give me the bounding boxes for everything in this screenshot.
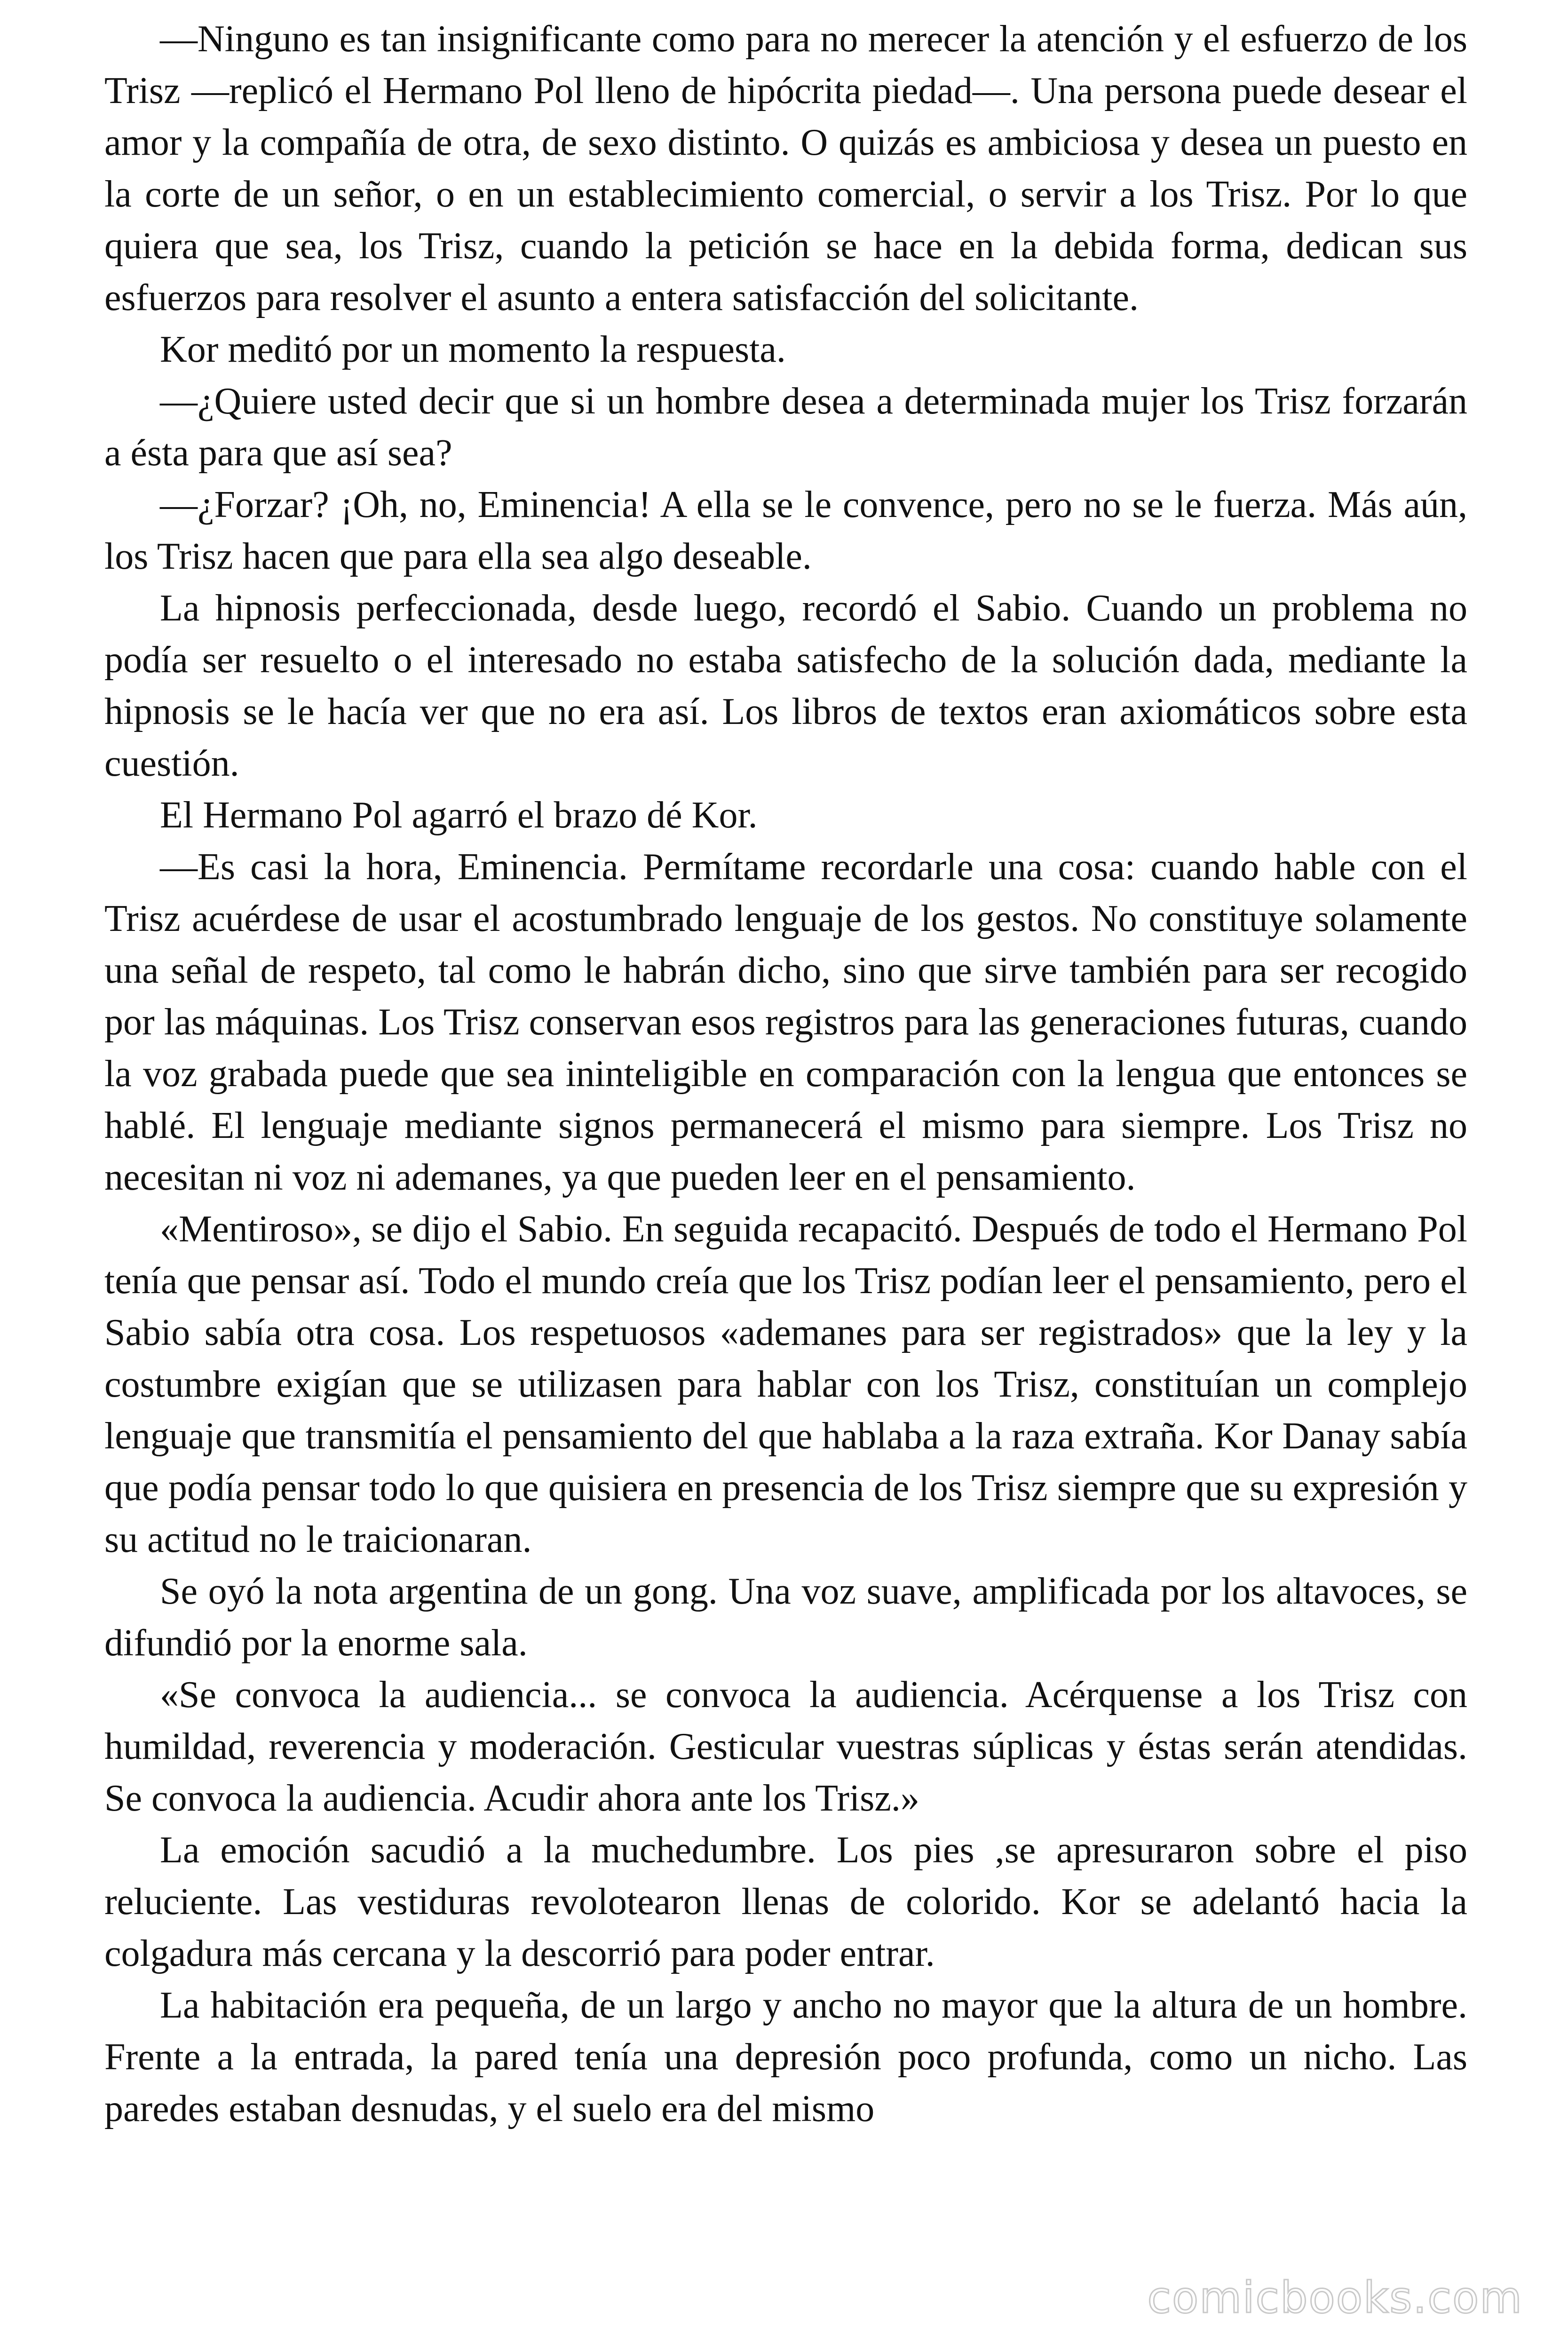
paragraph: —Es casi la hora, Eminencia. Permítame recordarle una cosa: cuando hable con el Trisz acuérdese de usar el acostumbrado lenguaje de los gestos. No constituye solamente una señal de respeto, tal como le habrán dicho, sino que sirve también para ser recogido por las máquinas. Los Trisz conservan esos registros para las generaciones futuras, cuando la voz grabada puede que sea ininteligible en comparación con la lengua que entonces se hablé. El lenguaje mediante signos permanecerá el mismo para siempre. Los Trisz no necesitan ni voz ni ademanes, ya que pueden leer en el pensamiento. (104, 846, 1467, 1198)
watermark: comicbooks.com (1147, 2273, 1523, 2323)
paragraph: El Hermano Pol agarró el brazo dé Kor. (160, 795, 758, 836)
paragraph: «Se convoca la audiencia... se convoca la audiencia. Acérquense a los Trisz con humildad, reverencia y moderación. Gesticular vuestras súplicas y éstas serán atendidas. Se convoca la audiencia. Acudir ahora ante los Trisz.» (104, 1674, 1467, 1819)
paragraph: La emoción sacudió a la muchedumbre. Los pies ,se apresuraron sobre el piso reluciente. Las vestiduras revolotearon llenas de colorido. Kor se adelantó hacia la colgadura más cercana y la descorrió para poder entrar. (104, 1829, 1467, 1974)
paragraph: —¿Quiere usted decir que si un hombre desea a determinada mujer los Trisz forzarán a ésta para que así sea? (104, 381, 1467, 474)
paragraph: —¿Forzar? ¡Oh, no, Eminencia! A ella se le convence, pero no se le fuerza. Más aún, los Trisz hacen que para ella sea algo deseable. (104, 484, 1467, 577)
paragraph: La hipnosis perfeccionada, desde luego, recordó el Sabio. Cuando un problema no podía ser resuelto o el interesado no estaba satisfecho de la solución dada, mediante la hipnosis se le hacía ver que no era así. Los libros de textos eran axiomáticos sobre esta cuestión. (104, 588, 1467, 784)
paragraph: «Mentiroso», se dijo el Sabio. En seguida recapacitó. Después de todo el Hermano Pol tenía que pensar así. Todo el mundo creía que los Trisz podían leer el pensamiento, pero el Sabio sabía otra cosa. Los respetuosos «ademanes para ser registrados» que la ley y la costumbre exigían que se utilizasen para hablar con los Trisz, constituían un complejo lenguaje que transmitía el pensamiento del que hablaba a la raza extraña. Kor Danay sabía que podía pensar todo lo que quisiera en presencia de los Trisz siempre que su expresión y su actitud no le traicionaran. (104, 1208, 1467, 1560)
book-page-text (104, 13, 1467, 2135)
paragraph: Se oyó la nota argentina de un gong. Una voz suave, amplificada por los altavoces, se difundió por la enorme sala. (104, 1571, 1467, 1664)
paragraph: —Ninguno es tan insignificante como para no merecer la atención y el esfuerzo de los Trisz —replicó el Hermano Pol lleno de hipócrita piedad—. Una persona puede desear el amor y la compañía de otra, de sexo distinto. O quizás es ambiciosa y desea un puesto en la corte de un señor, o en un establecimiento comercial, o servir a los Trisz. Por lo que quiera que sea, los Trisz, cuando la petición se hace en la debida forma, dedican sus esfuerzos para resolver el asunto a entera satisfacción del solicitante. (104, 18, 1467, 318)
paragraph: Kor meditó por un momento la respuesta. (160, 329, 786, 370)
paragraph-continued: La habitación era pequeña, de un largo y ancho no mayor que la altura de un hombre. Frente a la entrada, la pared tenía una depresión poco profunda, como un nicho. Las paredes estaban desnudas, y el suelo era del mismo (104, 1985, 1467, 2130)
